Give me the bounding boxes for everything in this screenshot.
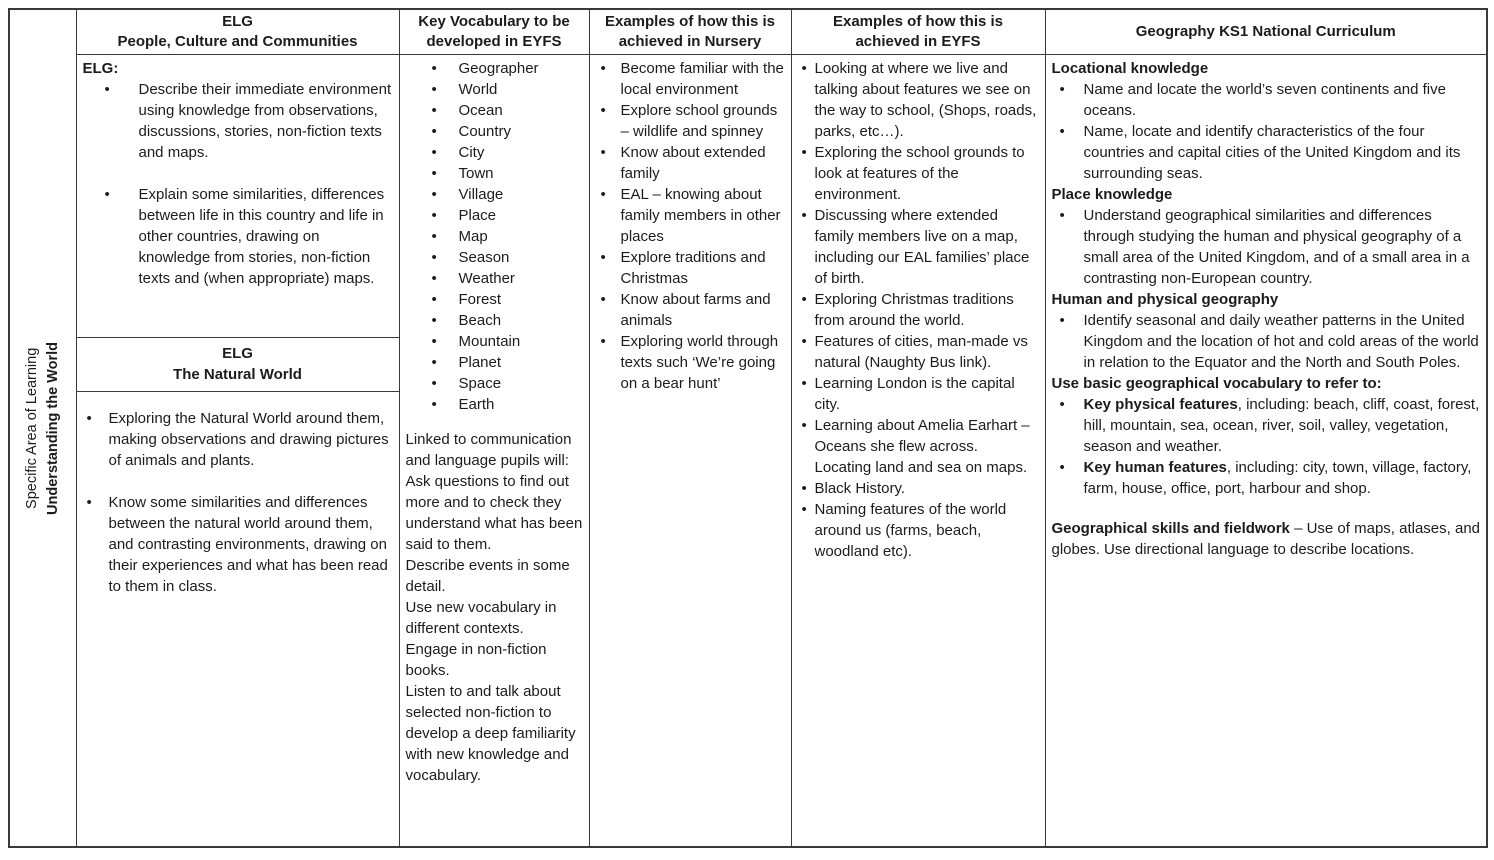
- list-item: • Name and locate the world’s seven continents and five oceans.: [1052, 79, 1481, 121]
- header-nursery-examples: Examples of how this is achieved in Nursery: [589, 9, 791, 54]
- list-item: • Country: [406, 121, 583, 142]
- list-item: • Season: [406, 247, 583, 268]
- eyfs-bullet-list: [798, 58, 1039, 562]
- list-item: • City: [406, 142, 583, 163]
- list-item: • Looking at where we live and talking about features we see on the way to school, (Shops, roads, parks, etc…).: [798, 58, 1039, 142]
- ks1-place-heading: Place knowledge: [1051, 185, 1173, 203]
- list-item: • Village: [406, 184, 583, 205]
- cell-nursery-examples: [589, 54, 791, 847]
- ks1-fieldwork-bold: Geographical skills and fieldwork: [1051, 519, 1290, 537]
- elg-label: ELG:: [82, 59, 119, 77]
- header-key-vocabulary: Key Vocabulary to be developed in EYFS: [399, 9, 589, 54]
- list-item: • Explore traditions and Christmas: [596, 247, 785, 289]
- cell-elg-natural-world: [76, 391, 399, 847]
- elg-pcc-bullet-list: [83, 79, 393, 289]
- list-item: • Know about farms and animals: [596, 289, 785, 331]
- ks1-human-list: [1052, 310, 1481, 373]
- list-item: • Exploring world through texts such ‘We’re going on a bear hunt’: [596, 331, 785, 394]
- ks1-place-list: [1052, 205, 1481, 289]
- list-item: Ask questions to find out more and to check they understand what has been said to them.: [405, 472, 583, 553]
- elg-nw-header-line1: ELG: [222, 345, 253, 363]
- header-elg-pcc-line2: People, Culture and Communities: [117, 32, 358, 50]
- vocabulary-word-list: [406, 58, 583, 415]
- list-item: • Black History.: [798, 478, 1039, 499]
- list-item: • Identify seasonal and daily weather patterns in the United Kingdom and the location of hot and cold areas of the world in relation to the Equator and the North and South Poles.: [1052, 310, 1481, 373]
- ks1-locational-heading: Locational knowledge: [1051, 59, 1209, 77]
- ks1-locational-list: [1052, 79, 1481, 184]
- list-item: • Become familiar with the local environment: [596, 58, 785, 100]
- list-item: • Planet: [406, 352, 583, 373]
- list-item: • EAL – knowing about family members in other places: [596, 184, 785, 247]
- header-elg-pcc: [76, 9, 399, 54]
- list-item: • Beach: [406, 310, 583, 331]
- list-item: • Explore school grounds – wildlife and spinney: [596, 100, 785, 142]
- cell-key-vocabulary: [399, 54, 589, 847]
- vocabulary-note: [406, 429, 583, 786]
- cell-elg-pcc: [76, 54, 399, 337]
- header-eyfs-examples: Examples of how this is achieved in EYFS: [791, 9, 1045, 54]
- ks1-vocab-heading: Use basic geographical vocabulary to refer to:: [1051, 374, 1382, 392]
- curriculum-table: [8, 8, 1488, 848]
- ks1-fieldwork-text: – Use of maps, atlases, and globes. Use directional language to describe locations.: [1051, 519, 1481, 558]
- list-item: • Discussing where extended family members live on a map, including our EAL families’ place of birth.: [798, 205, 1039, 289]
- list-item: • Town: [406, 163, 583, 184]
- nursery-bullet-list: [596, 58, 785, 394]
- side-label-cell: [9, 9, 76, 847]
- list-item: Engage in non-fiction books.: [405, 640, 547, 679]
- header-ks1-curriculum: Geography KS1 National Curriculum: [1045, 9, 1487, 54]
- cell-ks1-curriculum: [1045, 54, 1487, 847]
- list-item: • Geographer: [406, 58, 583, 79]
- list-item: Describe events in some detail.: [405, 556, 570, 595]
- list-item: • Forest: [406, 289, 583, 310]
- cell-eyfs-examples: [791, 54, 1045, 847]
- side-label-line2: Understanding the World: [44, 341, 61, 515]
- list-item: • Learning London is the capital city.: [798, 373, 1039, 415]
- ks1-fieldwork-paragraph: [1052, 518, 1481, 560]
- list-item: • Know some similarities and differences between the natural world around them, and contrasting environments, drawing on their experiences and what has been read to them in class.: [83, 492, 393, 597]
- list-item: • Exploring Christmas traditions from around the world.: [798, 289, 1039, 331]
- list-item: • Ocean: [406, 100, 583, 121]
- list-item: • Explain some similarities, differences between life in this country and life in other countries, drawing on knowledge from stories, non-fiction texts and (when appropriate) maps.: [83, 184, 393, 289]
- elg-nw-header-line2: The Natural World: [173, 366, 302, 384]
- list-item: • Understand geographical similarities and differences through studying the human and physical geography of a small area of the United Kingdom, and of a small area in a contrasting non-European country.: [1052, 205, 1481, 289]
- list-item: • Place: [406, 205, 583, 226]
- list-item: • Name, locate and identify characteristics of the four countries and capital cities of the United Kingdom and its surrounding seas.: [1052, 121, 1481, 184]
- list-item: • Describe their immediate environment using knowledge from observations, discussions, stories, non-fiction texts and maps.: [83, 79, 393, 163]
- list-item: • Exploring the Natural World around them, making observations and drawing pictures of animals and plants.: [83, 408, 393, 471]
- elg-nw-bullet-list: [83, 408, 393, 597]
- list-item: • Space: [406, 373, 583, 394]
- list-item: • Map: [406, 226, 583, 247]
- list-item: • Learning about Amelia Earhart – Oceans she flew across. Locating land and sea on maps.: [798, 415, 1039, 478]
- list-item: • Features of cities, man-made vs natural (Naughty Bus link).: [798, 331, 1039, 373]
- side-label-line1: Specific Area of Learning: [23, 347, 40, 509]
- cell-elg-natural-world-header: [76, 337, 399, 391]
- list-item: • Know about extended family: [596, 142, 785, 184]
- list-item: • Mountain: [406, 331, 583, 352]
- list-item: Use new vocabulary in different contexts.: [405, 598, 557, 637]
- list-item: • Naming features of the world around us (farms, beach, woodland etc).: [798, 499, 1039, 562]
- header-elg-pcc-line1: ELG: [222, 13, 253, 30]
- side-label: [22, 342, 64, 515]
- list-item: • Exploring the school grounds to look at features of the environment.: [798, 142, 1039, 205]
- list-item: Linked to communication and language pupils will:: [405, 430, 572, 469]
- list-item: • Weather: [406, 268, 583, 289]
- list-item: • World: [406, 79, 583, 100]
- list-item: • Key human features, including: city, town, village, factory, farm, house, office, port, harbour and shop.: [1052, 457, 1481, 499]
- list-item: • Earth: [406, 394, 583, 415]
- ks1-human-heading: Human and physical geography: [1051, 290, 1279, 308]
- list-item: • Key physical features, including: beach, cliff, coast, forest, hill, mountain, sea, ocean, river, soil, valley, vegetation, season and weather.: [1052, 394, 1481, 457]
- ks1-vocab-list: [1052, 394, 1481, 499]
- list-item: Listen to and talk about selected non-fiction to develop a deep familiarity with new knowledge and vocabulary.: [405, 682, 576, 784]
